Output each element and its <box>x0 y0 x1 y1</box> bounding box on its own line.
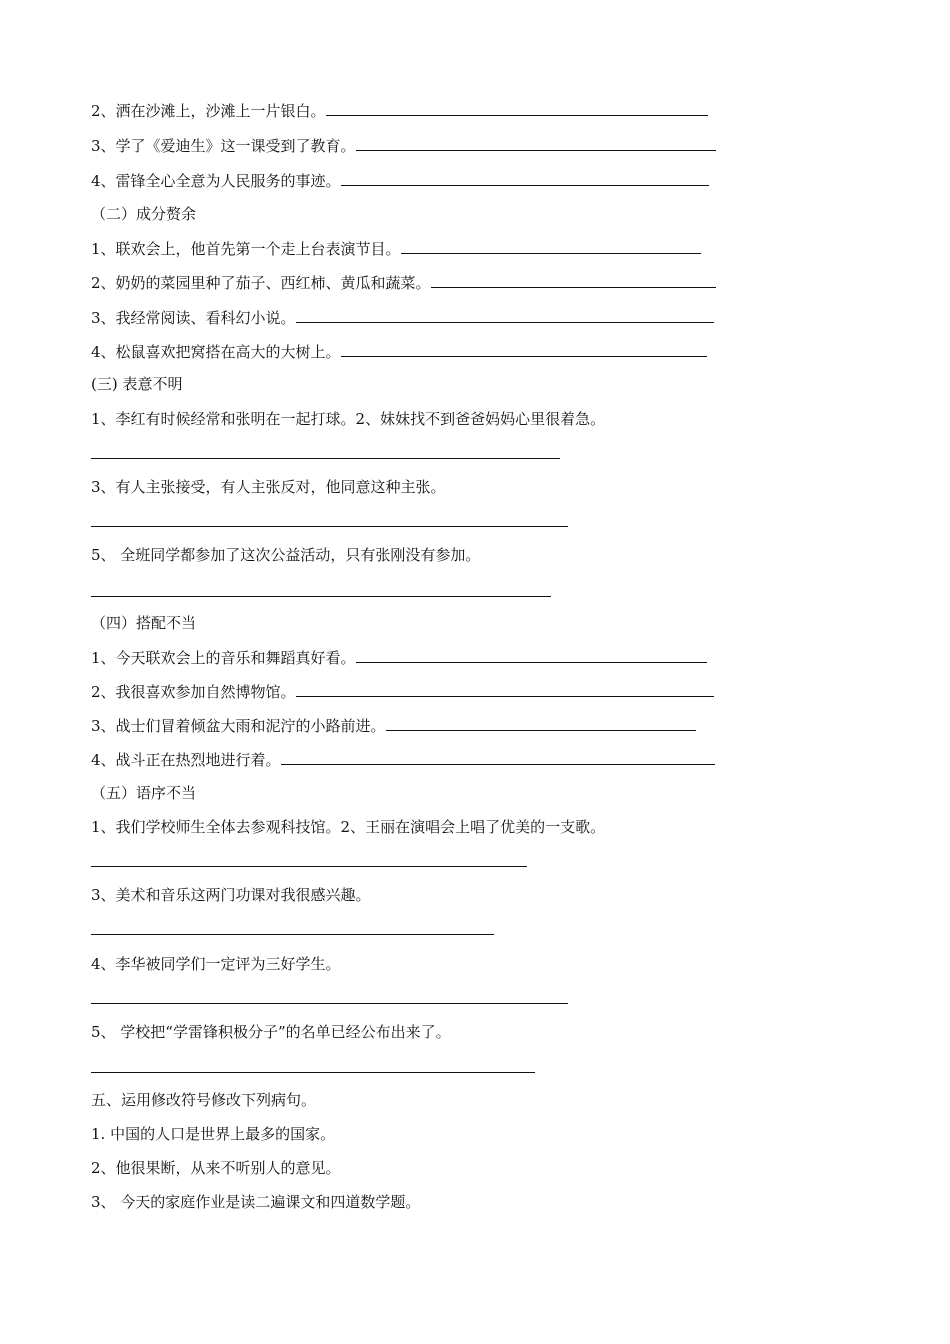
answer-blank[interactable] <box>341 168 709 186</box>
answer-blank[interactable] <box>356 133 716 151</box>
sentence-item <box>91 407 605 431</box>
sentence-text: 3、我经常阅读、看科幻小说。 <box>91 309 296 327</box>
sentence-item <box>91 747 715 771</box>
sentence-text: 4、李华被同学们一定评为三好学生。 <box>91 955 341 973</box>
sentence-text: 1. 中国的人口是世界上最多的国家。 <box>91 1125 336 1143</box>
sentence-item <box>91 1020 451 1044</box>
sentence-text: 4、松鼠喜欢把窝搭在高大的大树上。 <box>91 343 341 361</box>
answer-line[interactable] <box>91 1003 568 1004</box>
answer-blank[interactable] <box>401 236 701 254</box>
sentence-item <box>91 305 714 329</box>
answer-line[interactable] <box>91 458 560 459</box>
answer-line[interactable] <box>91 1072 535 1073</box>
answer-blank[interactable] <box>356 645 707 663</box>
sentence-item <box>91 1190 420 1214</box>
answer-line[interactable] <box>91 866 527 867</box>
answer-blank[interactable] <box>341 339 707 357</box>
answer-blank[interactable] <box>386 713 696 731</box>
sentence-item <box>91 270 716 294</box>
sentence-item <box>91 645 707 669</box>
answer-line[interactable] <box>91 596 551 597</box>
sentence-text: 2、我很喜欢参加自然博物馆。 <box>91 683 296 701</box>
sentence-item <box>91 1156 341 1180</box>
sentence-item <box>91 1122 335 1146</box>
answer-blank[interactable] <box>296 679 714 697</box>
sentence-text: 4、战斗正在热烈地进行着。 <box>91 751 281 769</box>
answer-blank[interactable] <box>326 98 708 116</box>
section-heading: 五、运用修改符号修改下列病句。 <box>91 1091 317 1109</box>
sentence-text: 1、李红有时候经常和张明在一起打球。2、妹妹找不到爸爸妈妈心里很着急。 <box>91 410 606 428</box>
sentence-text: 2、洒在沙滩上，沙滩上一片银白。 <box>91 102 326 120</box>
sentence-item <box>91 952 341 976</box>
sentence-text: 4、雷锋全心全意为人民服务的事迹。 <box>91 172 341 190</box>
sentence-text: 3、学了《爱迪生》这一课受到了教育。 <box>91 137 356 155</box>
sentence-item <box>91 679 714 703</box>
sentence-item <box>91 98 708 122</box>
sentence-text: 3、战士们冒着倾盆大雨和泥泞的小路前进。 <box>91 717 386 735</box>
sentence-text: 3、有人主张接受，有人主张反对，他同意这种主张。 <box>91 478 446 496</box>
section-heading: （四）搭配不当 <box>91 614 197 632</box>
sentence-item <box>91 133 716 157</box>
answer-line[interactable] <box>91 526 568 527</box>
sentence-text: 5、 学校把“学雷锋积极分子”的名单已经公布出来了。 <box>91 1023 451 1041</box>
answer-blank[interactable] <box>281 747 715 765</box>
sentence-text: 3、 今天的家庭作业是读二遍课文和四道数学题。 <box>91 1193 421 1211</box>
sentence-text: 2、他很果断，从来不听别人的意见。 <box>91 1159 341 1177</box>
sentence-text: 2、奶奶的菜园里种了茄子、西红柿、黄瓜和蔬菜。 <box>91 274 431 292</box>
sentence-text: 1、我们学校师生全体去参观科技馆。2、王丽在演唱会上唱了优美的一支歌。 <box>91 818 606 836</box>
answer-blank[interactable] <box>296 305 714 323</box>
sentence-text: 1、联欢会上，他首先第一个走上台表演节目。 <box>91 240 401 258</box>
sentence-text: 3、美术和音乐这两门功课对我很感兴趣。 <box>91 886 371 904</box>
answer-blank[interactable] <box>431 270 716 288</box>
section-heading: (三) 表意不明 <box>91 375 183 393</box>
sentence-item <box>91 883 371 907</box>
sentence-text: 1、今天联欢会上的音乐和舞蹈真好看。 <box>91 649 356 667</box>
section-heading: （五）语序不当 <box>91 784 197 802</box>
sentence-item <box>91 168 709 192</box>
sentence-item <box>91 475 446 499</box>
section-heading: （二）成分赘余 <box>91 205 197 223</box>
sentence-item <box>91 543 480 567</box>
sentence-text: 5、 全班同学都参加了这次公益活动，只有张刚没有参加。 <box>91 546 481 564</box>
sentence-item <box>91 236 701 260</box>
sentence-item <box>91 815 605 839</box>
sentence-item <box>91 339 707 363</box>
answer-line[interactable] <box>91 934 494 935</box>
sentence-item <box>91 713 696 737</box>
